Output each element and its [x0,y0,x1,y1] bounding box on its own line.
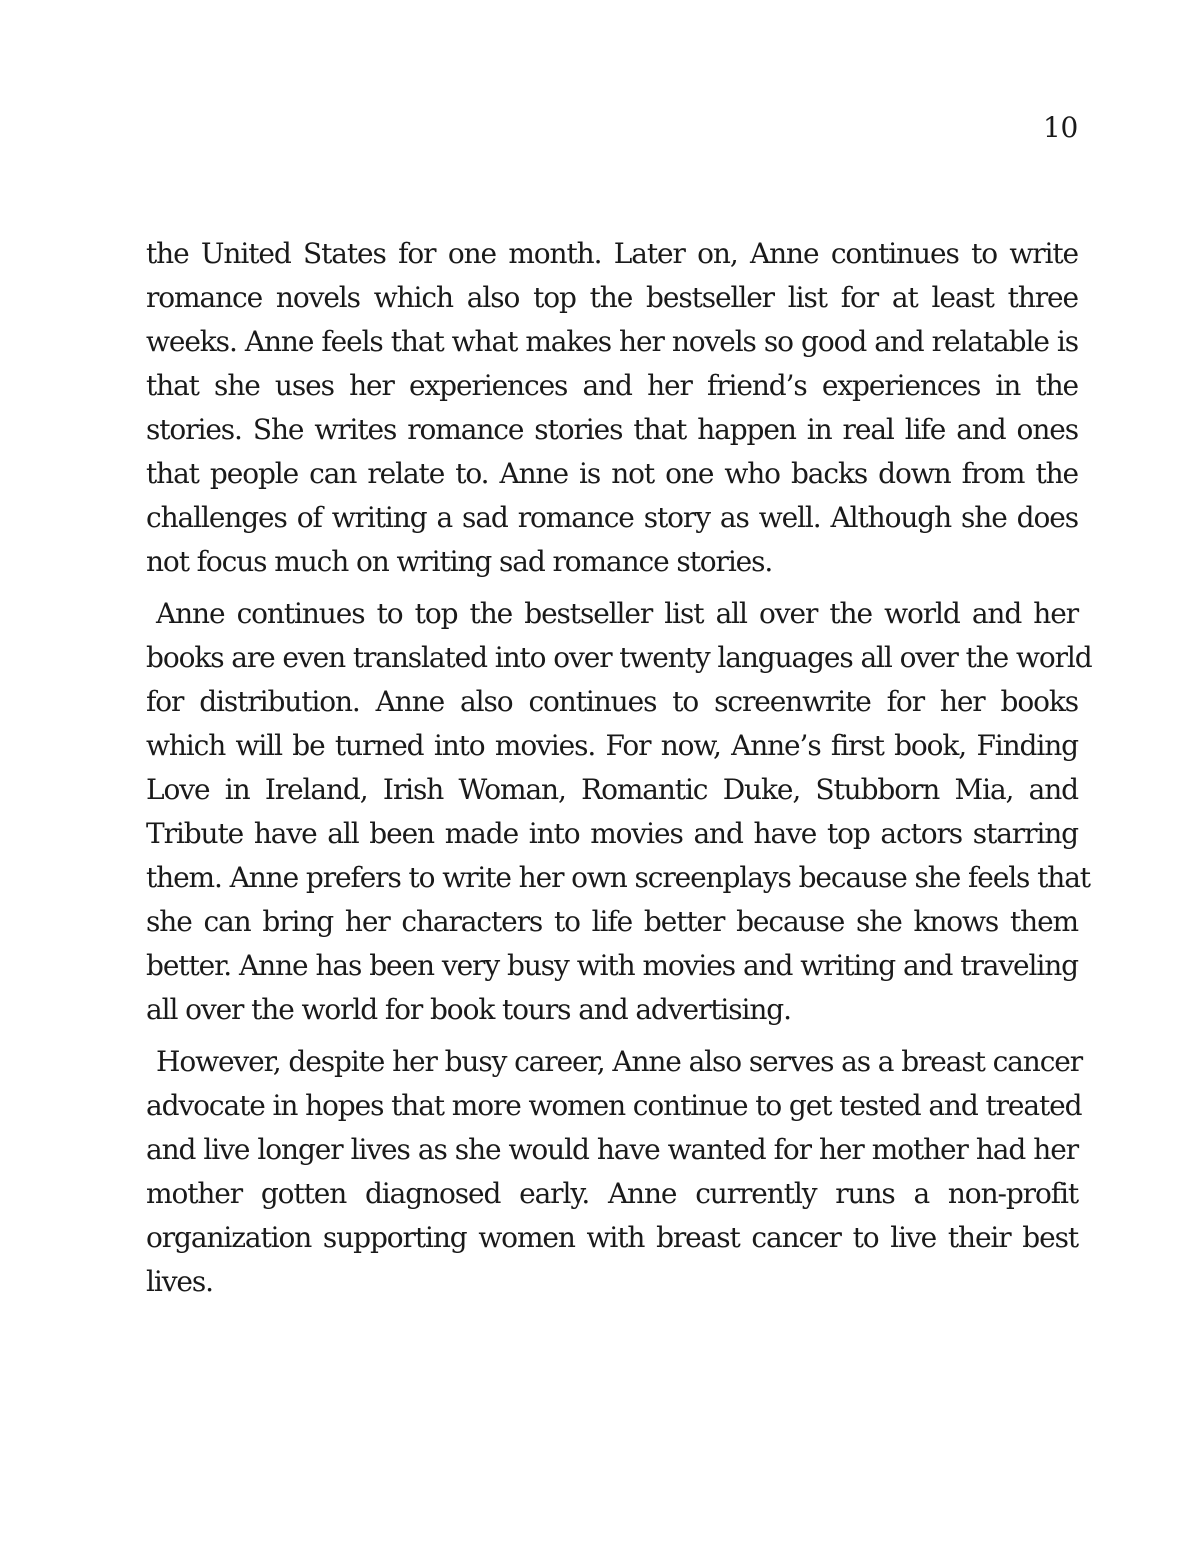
text-line: stories. She writes romance stories that happen in real life and ones [146,413,1078,446]
paragraph-1 [146,232,1078,584]
page-number: 10 [1042,111,1078,144]
text-line: better. Anne has been very busy with movies and writing and traveling [146,949,1078,982]
text-line: the United States for one month. Later on, Anne continues to write [146,237,1078,270]
paragraph-2 [146,592,1092,1032]
text-line: However, despite her busy career, Anne also serves as a breast cancer [156,1045,1083,1078]
text-line: she can bring her characters to life better because she knows them [146,905,1078,938]
text-line: organization supporting women with breast cancer to live their best [146,1221,1078,1254]
text-line: which will be turned into movies. For now, Anne’s first book, Finding [146,729,1078,762]
paragraph-3 [146,1040,1083,1304]
text-line: Tribute have all been made into movies and have top actors starring [146,817,1078,850]
text-line: not focus much on writing sad romance stories. [146,545,773,578]
text-line: romance novels which also top the bestseller list for at least three [146,281,1078,314]
text-line: them. Anne prefers to write her own screenplays because she feels that [146,861,1090,894]
text-line: that people can relate to. Anne is not one who backs down from the [146,457,1078,490]
body-text [146,232,1092,1312]
text-line: books are even translated into over twenty languages all over the world [146,641,1092,674]
text-line: and live longer lives as she would have wanted for her mother had her [146,1133,1078,1166]
text-line: for distribution. Anne also continues to screenwrite for her books [146,685,1078,718]
text-line: mother gotten diagnosed early. Anne currently runs a non-profit [146,1177,1078,1210]
text-line: weeks. Anne feels that what makes her novels so good and relatable is [146,325,1078,358]
text-line: all over the world for book tours and advertising. [146,993,791,1026]
text-line: Anne continues to top the bestseller list all over the world and her [156,597,1078,630]
text-line: Love in Ireland, Irish Woman, Romantic Duke, Stubborn Mia, and [146,773,1078,806]
text-line: that she uses her experiences and her friend’s experiences in the [146,369,1078,402]
text-line: challenges of writing a sad romance story as well. Although she does [146,501,1078,534]
text-line: lives. [146,1265,213,1298]
text-line: advocate in hopes that more women continue to get tested and treated [146,1089,1082,1122]
